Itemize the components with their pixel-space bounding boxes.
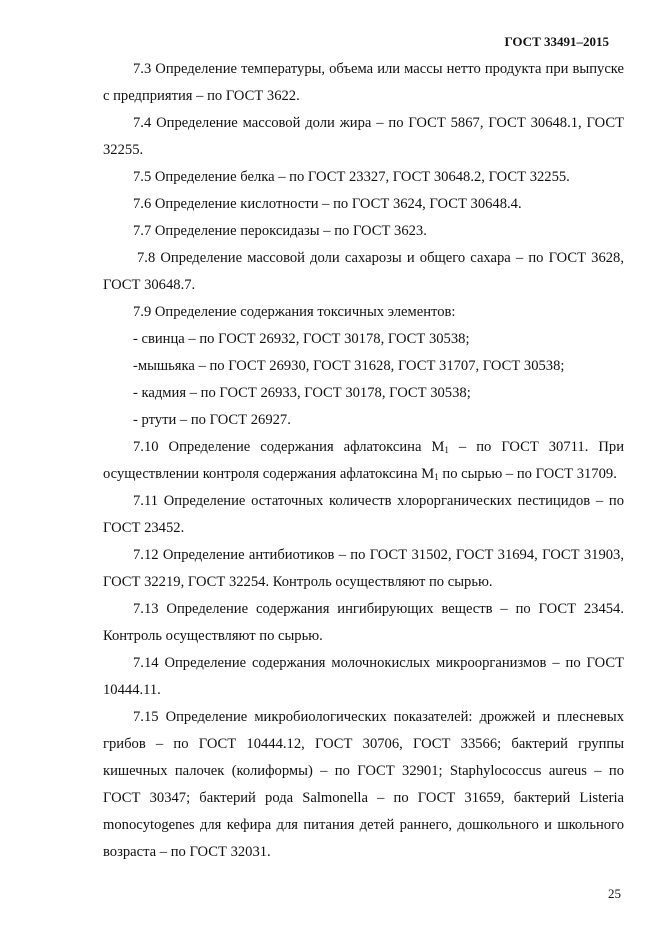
paragraph-7-10 bbox=[103, 434, 624, 488]
list-item-lead: - свинца – по ГОСТ 26932, ГОСТ 30178, ГОСТ 30538; bbox=[133, 331, 470, 347]
paragraph-7-11: 7.11 Определение остаточных количеств хлорорганических пестицидов – по ГОСТ 23452. bbox=[103, 493, 624, 536]
paragraph-7-5: 7.5 Определение белка – по ГОСТ 23327, ГОСТ 30648.2, ГОСТ 32255. bbox=[133, 169, 570, 185]
paragraph-7-7: 7.7 Определение пероксидазы – по ГОСТ 3623. bbox=[133, 223, 427, 239]
paragraph-7-8: 7.8 Определение массовой доли сахарозы и общего сахара – по ГОСТ 3628, ГОСТ 30648.7. bbox=[103, 250, 624, 293]
paragraph-7-10-part3: по сырью – по ГОСТ 31709. bbox=[438, 466, 617, 482]
paragraph-7-15: 7.15 Определение микробиологических показателей: дрожжей и плесневых грибов – по ГОСТ 10444.12, ГОСТ 30706, ГОСТ 33566; бактерий группы кишечных палочек (колиформы) – по ГОСТ 32901; Staphylococcus aureus – по ГОСТ 30347; бактерий рода Salmonella – по ГОСТ 31659, бактерий Listeria monocytogenes для кефира для питания детей раннего, дошкольного и школьного возраста – по ГОСТ 32031. bbox=[103, 709, 624, 860]
paragraph-7-6: 7.6 Определение кислотности – по ГОСТ 3624, ГОСТ 30648.4. bbox=[133, 196, 522, 212]
list-item-cadmium: - кадмия – по ГОСТ 26933, ГОСТ 30178, ГОСТ 30538; bbox=[133, 385, 471, 401]
paragraph-7-9: 7.9 Определение содержания токсичных элементов: bbox=[133, 304, 456, 320]
subscript-2: 1 bbox=[434, 472, 439, 482]
page-number: 25 bbox=[608, 886, 621, 901]
paragraph-7-4: 7.4 Определение массовой доли жира – по ГОСТ 5867, ГОСТ 30648.1, ГОСТ 32255. bbox=[103, 115, 624, 158]
paragraph-7-14: 7.14 Определение содержания молочнокислых микроорганизмов – по ГОСТ 10444.11. bbox=[103, 655, 624, 698]
document-body bbox=[103, 56, 624, 866]
list-item-arsenic: -мышьяка – по ГОСТ 26930, ГОСТ 31628, ГОСТ 31707, ГОСТ 30538; bbox=[133, 358, 565, 374]
standard-code-header: ГОСТ 33491–2015 bbox=[504, 34, 609, 49]
paragraph-7-3: 7.3 Определение температуры, объема или массы нетто продукта при выпуске с предприятия – по ГОСТ 3622. bbox=[103, 61, 624, 104]
paragraph-7-10-part2: – по ГОСТ 30711. При осуществлении контроля содержания афлатоксина M bbox=[103, 439, 624, 482]
paragraph-7-12: 7.12 Определение антибиотиков – по ГОСТ 31502, ГОСТ 31694, ГОСТ 31903, ГОСТ 32219, ГОСТ 32254. Контроль осуществляют по сырью. bbox=[103, 547, 624, 590]
subscript-1: 1 bbox=[444, 445, 449, 455]
list-item-mercury: - ртути – по ГОСТ 26927. bbox=[133, 412, 291, 428]
paragraph-7-13: 7.13 Определение содержания ингибирующих веществ – по ГОСТ 23454. Контроль осуществляют по сырью. bbox=[103, 601, 624, 644]
paragraph-7-10-part1: 7.10 Определение содержания афлатоксина M bbox=[133, 439, 445, 455]
